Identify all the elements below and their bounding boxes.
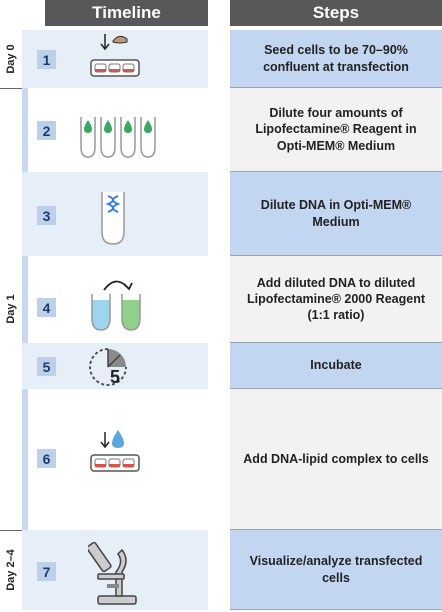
day-1-bar [0,88,22,530]
step-2: Dilute four amounts of Lipofectamine® Reagent in Opti-MEM® Medium [230,88,442,172]
microscope-icon [88,532,144,608]
step-4: Add diluted DNA to diluted Lipofectamine® 2000 Reagent (1:1 ratio) [230,256,442,343]
step-7: Visualize/analyze transfected cells [230,530,442,610]
day-0-label: Day 0 [5,44,17,74]
day-2-4-bar [0,530,22,610]
step-number: 2 [37,121,56,140]
steps-header: Steps [230,0,442,26]
timeline-accent [22,88,28,172]
step-number: 7 [37,562,56,581]
timeline-accent [22,256,28,343]
timeline-accent [22,389,28,530]
step-number: 1 [37,50,56,69]
timeline-header: Timeline [45,0,208,26]
timer-label: 5 [110,367,121,387]
day-0-bar [0,30,22,88]
step-6: Add DNA-lipid complex to cells [230,389,442,530]
step-number: 4 [37,298,56,317]
tube-with-dna-icon [98,188,128,250]
well-plate-with-drop-icon [85,428,145,476]
step-number: 5 [37,357,56,376]
day-2-4-label: Day 2–4 [5,549,17,591]
well-plate-with-cells-icon [85,30,145,82]
day-1-label: Day 1 [5,294,17,324]
step-5: Incubate [230,343,442,389]
four-tubes-with-drops-icon [77,113,161,161]
step-3: Dilute DNA in Opti-MEM® Medium [230,172,442,256]
step-number: 3 [37,206,56,225]
step-1: Seed cells to be 70–90% confluent at transfection [230,30,442,88]
step-number: 6 [37,449,56,468]
timer-icon [86,345,132,389]
two-tubes-mixing-icon [88,274,146,334]
